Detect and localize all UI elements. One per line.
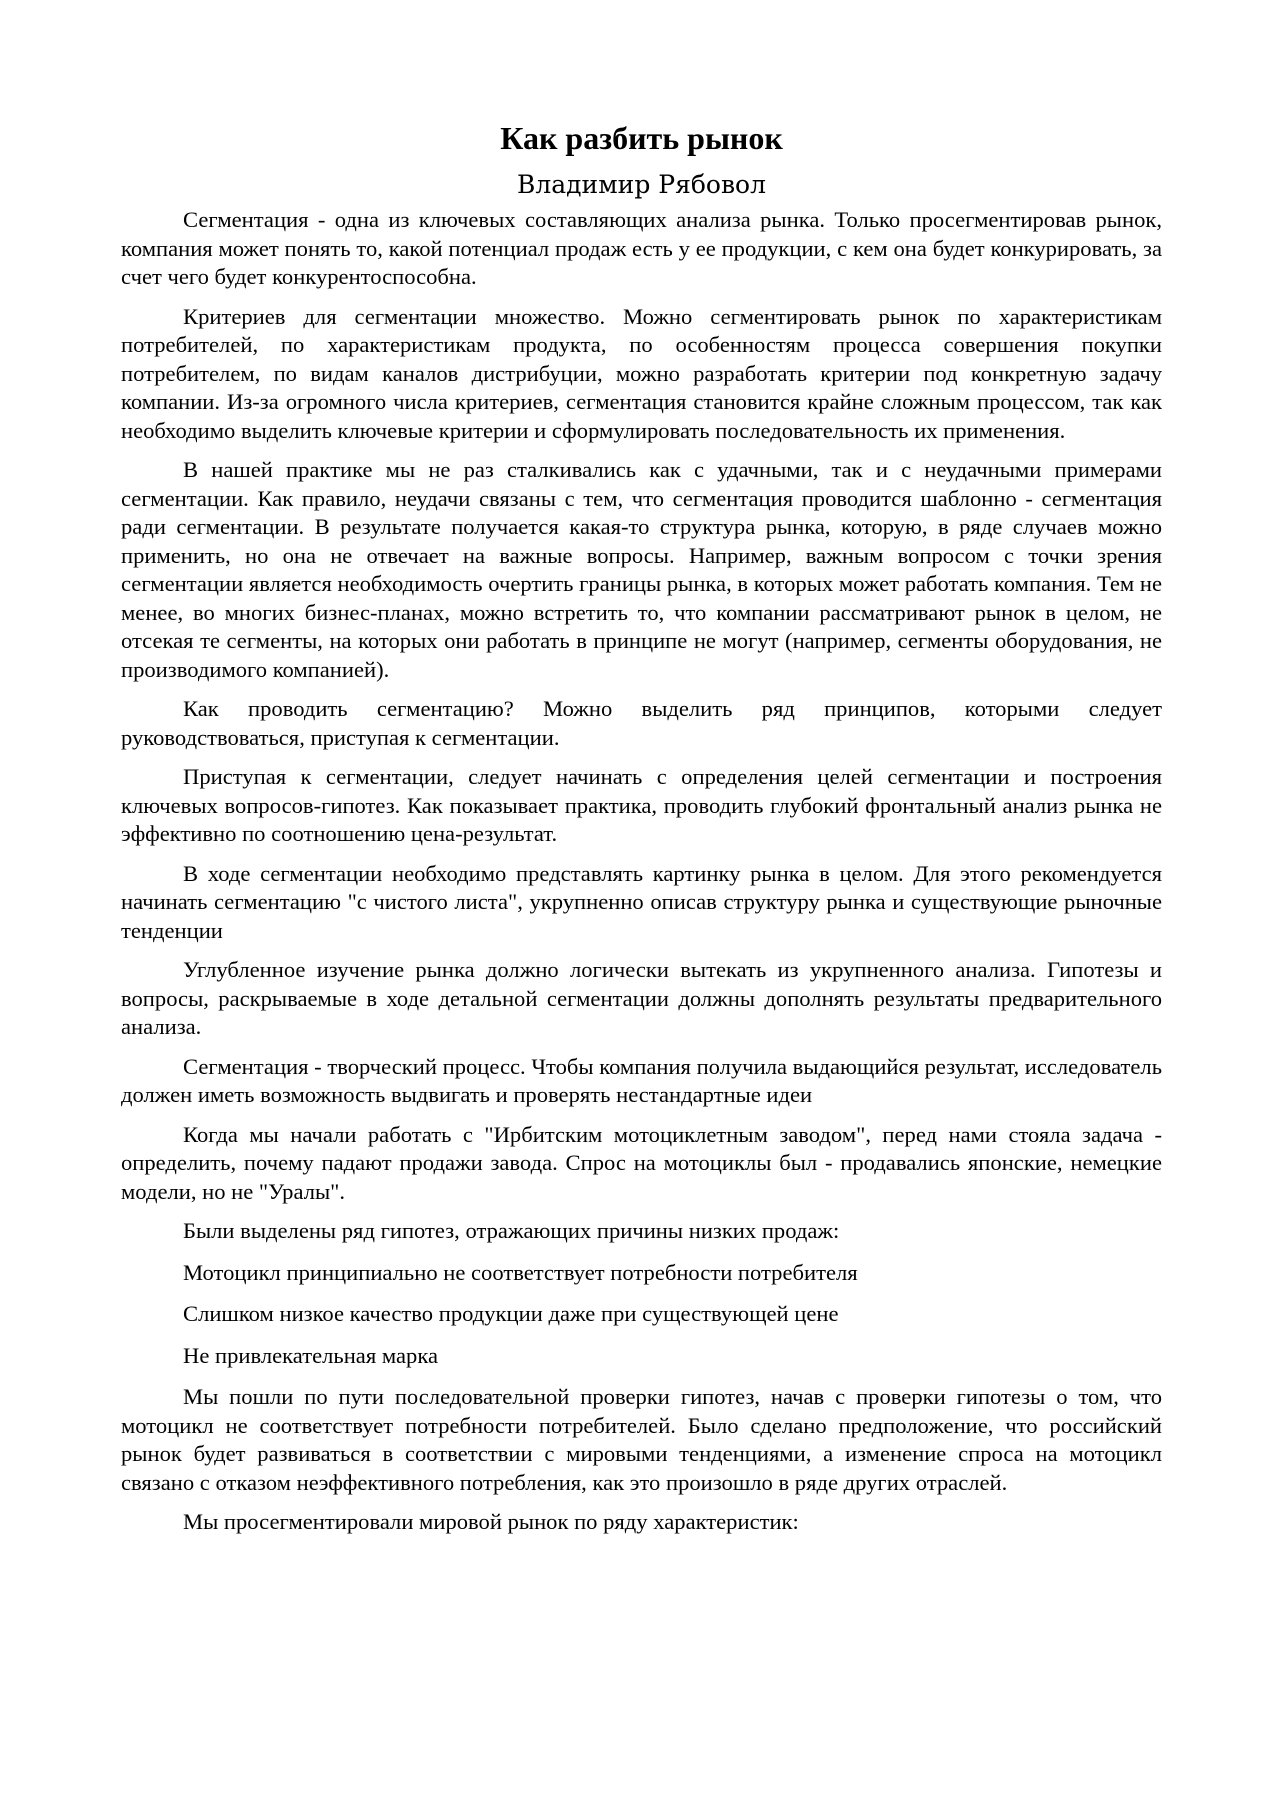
hypothesis-item: Слишком низкое качество продукции даже при существующей цене: [183, 1301, 839, 1326]
paragraph: Мы просегментировали мировой рынок по ряду характеристик:: [183, 1509, 799, 1534]
document-author: Владимир Рябовол: [517, 170, 766, 199]
document-page: [121, 118, 1162, 1548]
paragraph: Как проводить сегментацию? Можно выделить ряд принципов, которыми следует руководствоваться, приступая к сегментации.: [121, 696, 1162, 750]
paragraph: Мы пошли по пути последовательной проверки гипотез, начав с проверки гипотезы о том, что мотоцикл не соответствует потребности потребителей. Было сделано предположение, что российский рынок будет развиваться в соответствии с мировыми тенденциями, а изменение спроса на мотоцикл связано с отказом неэффективного потребления, как это произошло в ряде других отраслей.: [121, 1384, 1162, 1495]
paragraph: Приступая к сегментации, следует начинать с определения целей сегментации и построения ключевых вопросов-гипотез. Как показывает практика, проводить глубокий фронтальный анализ рынка не эффективно по соотношению цена-результат.: [121, 764, 1162, 846]
hypotheses-intro: Были выделены ряд гипотез, отражающих причины низких продаж:: [183, 1218, 840, 1243]
paragraph: Углубленное изучение рынка должно логически вытекать из укрупненного анализа. Гипотезы и вопросы, раскрываемые в ходе детальной сегментации должны дополнять результаты предварительного анализа.: [121, 957, 1162, 1039]
paragraph: Критериев для сегментации множество. Можно сегментировать рынок по характеристикам потребителей, по характеристикам продукта, по особенностям процесса совершения покупки потребителем, по видам каналов дистрибуции, можно разработать критерии под конкретную задачу компании. Из-за огромного числа критериев, сегментация становится крайне сложным процессом, так как необходимо выделить ключевые критерии и сформулировать последовательность их применения.: [121, 303, 1162, 443]
paragraph: Сегментация - творческий процесс. Чтобы компания получила выдающийся результат, исследователь должен иметь возможность выдвигать и проверять нестандартные идеи: [121, 1053, 1162, 1107]
paragraph: В ходе сегментации необходимо представлять картинку рынка в целом. Для этого рекомендуется начинать сегментацию "с чистого листа", укрупненно описав структуру рынка и существующие рыночные тенденции: [121, 860, 1162, 943]
paragraph: Сегментация - одна из ключевых составляющих анализа рынка. Только просегментировав рынок, компания может понять то, какой потенциал продаж есть у ее продукции, с кем она будет конкурировать, за счет чего будет конкурентоспособна.: [121, 207, 1162, 289]
document-title: Как разбить рынок: [500, 120, 783, 156]
paragraph: Когда мы начали работать с "Ирбитским мотоциклетным заводом", перед нами стояла задача - определить, почему падают продажи завода. Спрос на мотоциклы был - продавались японские, немецкие модели, но не "Уралы".: [121, 1121, 1162, 1204]
paragraph: В нашей практике мы не раз сталкивались как с удачными, так и с неудачными примерами сегментации. Как правило, неудачи связаны с тем, что сегментация проводится шаблонно - сегментация ради сегментации. В результате получается какая-то структура рынка, которую, в ряде случаев можно применить, но она не отвечает на важные вопросы. Например, важным вопросом с точки зрения сегментации является необходимость очертить границы рынка, в которых может работать компания. Тем не менее, во многих бизнес-планах, можно встретить то, что компании рассматривают рынок в целом, не отсекая те сегменты, на которых они работать в принципе не могут (например, сегменты оборудования, не производимого компанией).: [121, 457, 1162, 682]
hypothesis-item: Не привлекательная марка: [183, 1342, 438, 1368]
hypothesis-item: Мотоцикл принципиально не соответствует потребности потребителя: [183, 1259, 858, 1285]
